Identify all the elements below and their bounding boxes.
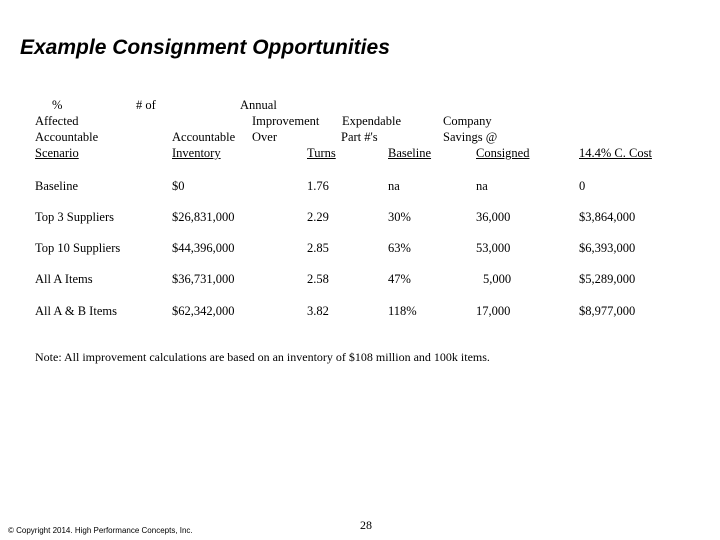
- cell-inventory: $62,342,000: [172, 304, 235, 318]
- cell-savings: $5,289,000: [579, 272, 636, 286]
- header-improvement: Improvement: [252, 114, 320, 128]
- cell-scenario: All A & B Items: [35, 304, 117, 318]
- cell-inventory: $44,396,000: [172, 241, 235, 255]
- cell-consigned: 36,000: [476, 210, 511, 224]
- cell-scenario: Top 10 Suppliers: [35, 241, 121, 255]
- cell-savings: $8,977,000: [579, 304, 636, 318]
- header-affected: Affected: [35, 114, 79, 128]
- header-savings-at: Savings @: [443, 130, 498, 144]
- cell-savings: $3,864,000: [579, 210, 636, 224]
- header-expendable: Expendable: [342, 114, 402, 128]
- cell-improvement: 63%: [388, 241, 411, 255]
- cell-improvement: 118%: [388, 304, 417, 318]
- header-baseline: Baseline: [388, 146, 432, 160]
- cell-scenario: Top 3 Suppliers: [35, 210, 114, 224]
- cell-consigned: 5,000: [483, 272, 512, 286]
- cell-scenario: Baseline: [35, 179, 79, 193]
- cell-turns: 3.82: [307, 304, 329, 318]
- page-title: Example Consignment Opportunities: [20, 36, 390, 59]
- copyright-footer: © Copyright 2014. High Performance Concepts, Inc.: [8, 526, 193, 535]
- header-accountable-1: Accountable: [35, 130, 99, 144]
- cell-inventory: $26,831,000: [172, 210, 235, 224]
- cell-turns: 1.76: [307, 179, 329, 193]
- cell-turns: 2.29: [307, 210, 329, 224]
- cell-consigned: na: [476, 179, 488, 193]
- cell-improvement: 47%: [388, 272, 411, 286]
- footnote: Note: All improvement calculations are based on an inventory of $108 million and 100k items.: [35, 350, 490, 364]
- cell-improvement: na: [388, 179, 400, 193]
- header-over: Over: [252, 130, 277, 144]
- header-scenario: Scenario: [35, 146, 79, 160]
- header-part-numbers: Part #'s: [341, 130, 378, 144]
- cell-turns: 2.58: [307, 272, 329, 286]
- cell-savings: 0: [579, 179, 586, 193]
- header-turns: Turns: [307, 146, 336, 160]
- cell-inventory: $36,731,000: [172, 272, 235, 286]
- page-number: 28: [360, 518, 372, 532]
- cell-savings: $6,393,000: [579, 241, 636, 255]
- header-accountable-2: Accountable: [172, 130, 236, 144]
- cell-consigned: 53,000: [476, 241, 511, 255]
- cell-consigned: 17,000: [476, 304, 511, 318]
- cell-turns: 2.85: [307, 241, 329, 255]
- header-percent: %: [52, 98, 63, 112]
- header-company: Company: [443, 114, 492, 128]
- header-number-of: # of: [136, 98, 156, 112]
- cell-scenario: All A Items: [35, 272, 93, 286]
- cell-improvement: 30%: [388, 210, 411, 224]
- header-cost-percent: 14.4% C. Cost: [579, 146, 652, 160]
- header-consigned: Consigned: [476, 146, 530, 160]
- cell-inventory: $0: [172, 179, 185, 193]
- header-annual: Annual: [240, 98, 277, 112]
- header-inventory: Inventory: [172, 146, 221, 160]
